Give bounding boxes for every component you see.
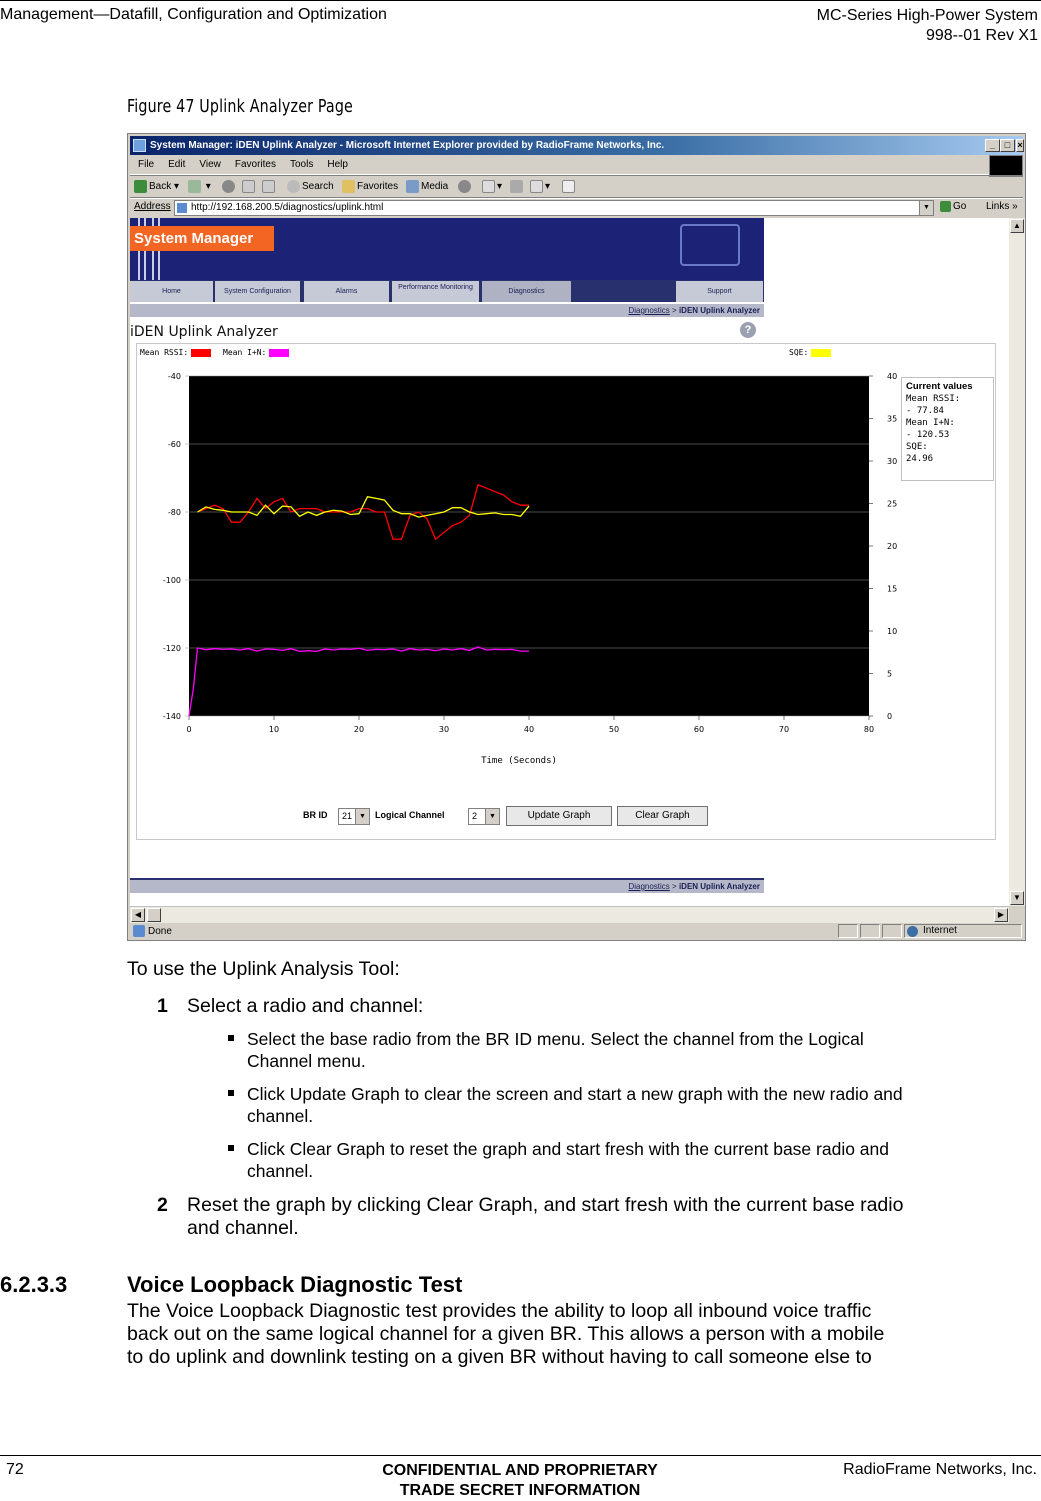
menu-view[interactable]: View xyxy=(199,159,221,170)
legend-rssi-swatch xyxy=(191,349,211,357)
page-number: 72 xyxy=(6,1461,24,1478)
y-right-tick-label: 25 xyxy=(887,499,897,509)
header-left: Management—Datafill, Configuration and Optimization xyxy=(0,6,387,23)
window-title: System Manager: iDEN Uplink Analyzer - Microsoft Internet Explorer provided by RadioFrame Networks, Inc. xyxy=(150,140,665,151)
figure-caption: Figure 47 Uplink Analyzer Page xyxy=(127,96,354,117)
page-icon xyxy=(177,203,187,213)
favorites-star-icon xyxy=(342,180,355,193)
vertical-scrollbar[interactable] xyxy=(1009,218,1025,906)
x-tick-label: 20 xyxy=(353,725,365,734)
page-title: iDEN Uplink Analyzer xyxy=(130,324,278,340)
x-tick-label: 80 xyxy=(863,725,875,734)
bullet-3-line-2: channel. xyxy=(247,1161,314,1181)
bullet-3-line-1: Click Clear Graph to reset the graph and start fresh with the current base radio and xyxy=(247,1139,889,1159)
scroll-right-icon[interactable]: ▶ xyxy=(994,908,1008,922)
logical-channel-label: Logical Channel xyxy=(375,810,445,820)
step-1-text: Select a radio and channel: xyxy=(187,995,424,1017)
favorites-button[interactable] xyxy=(342,179,398,195)
step-2-line-1: Reset the graph by clicking Clear Graph, and start fresh with the current base radio xyxy=(187,1194,904,1216)
mail-button[interactable]: ▾ xyxy=(482,179,502,195)
bullet-1 xyxy=(247,1028,864,1072)
br-id-value: 21 xyxy=(342,811,353,821)
refresh-icon xyxy=(242,180,255,193)
bullet-icon xyxy=(228,1035,234,1041)
window-titlebar xyxy=(130,136,1023,155)
legend-sqe-label: SQE: xyxy=(789,348,809,357)
bullet-2 xyxy=(247,1083,903,1127)
legend-in-label: Mean I+N: xyxy=(223,348,267,357)
bullet-2-line-2: channel. xyxy=(247,1106,314,1126)
paragraph-line-3: to do uplink and downlink testing on a given BR without having to call someone else to xyxy=(127,1346,872,1368)
br-id-label: BR ID xyxy=(303,810,328,820)
x-axis-label: Time (Seconds) xyxy=(481,756,557,766)
bullet-icon xyxy=(228,1145,234,1151)
printer-icon xyxy=(510,180,523,193)
bullet-2-line-1: Click Update Graph to clear the screen and start a new graph with the new radio and xyxy=(247,1084,903,1104)
nav-alarms[interactable]: Alarms xyxy=(304,281,390,302)
chevron-down-icon: ▼ xyxy=(355,809,369,824)
zone-label: Internet xyxy=(923,925,957,936)
menu-tools[interactable]: Tools xyxy=(289,159,314,170)
horizontal-scrollbar[interactable] xyxy=(130,906,1009,923)
address-input[interactable] xyxy=(174,200,934,216)
page-content xyxy=(130,218,1009,906)
legend-in-swatch xyxy=(269,349,289,357)
banner-logo-icon xyxy=(680,224,740,266)
stop-button[interactable] xyxy=(222,179,237,195)
footer-company: RadioFrame Networks, Inc. xyxy=(843,1461,1037,1478)
globe-icon xyxy=(907,926,918,937)
app-navbar xyxy=(130,280,764,302)
bullet-1-line-1: Select the base radio from the BR ID menu. Select the channel from the Logical xyxy=(247,1029,864,1049)
windows-logo-icon xyxy=(989,155,1023,177)
links-button[interactable]: Links » xyxy=(986,201,1018,212)
media-button[interactable] xyxy=(406,179,448,195)
toolbar xyxy=(130,175,1023,199)
edit-button[interactable]: ▾ xyxy=(530,179,550,195)
menu-edit[interactable]: Edit xyxy=(168,159,186,170)
media-icon xyxy=(406,180,419,193)
search-label: Search xyxy=(302,181,334,192)
step-1-number: 1 xyxy=(157,995,168,1017)
y-right-tick-label: 35 xyxy=(887,414,897,424)
bullet-icon xyxy=(228,1090,234,1096)
nav-support[interactable]: Support xyxy=(676,281,764,302)
back-button[interactable]: Back ▾ xyxy=(134,179,179,195)
paragraph-line-1: The Voice Loopback Diagnostic test provides the ability to loop all inbound voice traffic xyxy=(127,1300,872,1322)
nav-performance-monitoring[interactable]: Performance Monitoring xyxy=(392,281,480,302)
current-rssi-label: Mean RSSI: xyxy=(906,394,961,404)
refresh-button[interactable] xyxy=(242,179,257,195)
y-right-tick-label: 20 xyxy=(887,542,897,551)
scroll-thumb[interactable] xyxy=(147,908,161,922)
stop-icon xyxy=(222,180,235,193)
mail-icon xyxy=(482,180,495,193)
discuss-icon xyxy=(562,180,575,193)
step-2-line-2: and channel. xyxy=(187,1217,299,1239)
status-text: Done xyxy=(148,926,172,937)
history-button[interactable] xyxy=(458,179,473,195)
section-paragraph xyxy=(127,1300,884,1369)
legend-rssi xyxy=(140,348,211,357)
menu-file[interactable]: File xyxy=(138,159,155,170)
br-id-select[interactable] xyxy=(338,808,370,825)
footer-center-line-2: TRADE SECRET INFORMATION xyxy=(399,1482,641,1499)
step-2-text xyxy=(187,1194,903,1240)
go-arrow-icon xyxy=(940,201,951,212)
header-right xyxy=(817,6,1038,46)
x-tick-label: 60 xyxy=(693,725,705,734)
status-bar xyxy=(130,923,1023,940)
address-value: http://192.168.200.5/diagnostics/uplink.html xyxy=(191,202,384,213)
y-left-tick-label: -100 xyxy=(162,576,181,585)
plot-area xyxy=(189,376,869,716)
breadcrumb-separator: > xyxy=(669,306,679,315)
app-banner xyxy=(130,218,764,280)
section-number: 6.2.3.3 xyxy=(0,1272,68,1297)
y-right-tick-label: 30 xyxy=(887,457,897,466)
zone-panel xyxy=(904,924,1022,938)
footer-rule xyxy=(0,1455,1041,1456)
status-panel xyxy=(860,924,880,938)
bullet-3 xyxy=(247,1138,889,1182)
go-button[interactable] xyxy=(940,201,966,212)
favorites-label: Favorites xyxy=(357,181,399,192)
discuss-button[interactable] xyxy=(562,179,577,195)
nav-home[interactable]: Home xyxy=(130,281,214,302)
address-dropdown-icon[interactable]: ▼ xyxy=(919,201,933,215)
edit-icon xyxy=(530,180,543,193)
back-label: Back xyxy=(149,181,172,192)
current-values-box xyxy=(901,377,994,481)
current-sqe-value: 24.96 xyxy=(906,454,934,464)
y-right-tick-label: 5 xyxy=(887,669,893,679)
footer-center-line-1: CONFIDENTIAL AND PROPRIETARY xyxy=(382,1462,658,1479)
scroll-left-icon[interactable]: ◀ xyxy=(131,908,145,922)
y-left-tick-label: -80 xyxy=(167,508,181,517)
status-panel xyxy=(882,924,902,938)
header-rule xyxy=(0,0,1041,1)
x-tick-label: 30 xyxy=(438,725,450,734)
step-2-number: 2 xyxy=(157,1194,168,1216)
home-button[interactable] xyxy=(262,179,277,195)
x-tick-label: 50 xyxy=(608,725,620,734)
chevron-down-icon: ▼ xyxy=(485,809,499,824)
done-page-icon xyxy=(133,925,145,937)
browser-window xyxy=(127,133,1026,941)
logical-channel-select[interactable] xyxy=(468,808,500,825)
forward-button[interactable]: ▾ xyxy=(188,179,211,195)
x-tick-label: 70 xyxy=(778,725,790,734)
current-in-value: - 120.53 xyxy=(906,430,950,440)
status-panel xyxy=(838,924,858,938)
y-right-tick-label: 10 xyxy=(887,627,897,636)
minimize-button[interactable]: _ xyxy=(985,139,1000,152)
y-left-tick-label: -120 xyxy=(162,644,181,653)
print-button[interactable] xyxy=(510,179,525,195)
menu-favorites[interactable]: Favorites xyxy=(234,159,276,170)
uplink-chart xyxy=(137,364,897,774)
y-right-tick-label: 40 xyxy=(887,372,897,381)
update-graph-button[interactable]: Update Graph xyxy=(506,806,612,826)
current-sqe-label: SQE: xyxy=(906,442,928,452)
bottom-breadcrumb-bar xyxy=(130,878,764,893)
history-icon xyxy=(458,180,471,193)
x-tick-label: 40 xyxy=(523,725,535,734)
legend-in xyxy=(223,348,289,357)
bottom-breadcrumb-current: iDEN Uplink Analyzer xyxy=(678,882,760,891)
address-bar xyxy=(130,197,1023,218)
maximize-button[interactable]: □ xyxy=(1000,139,1015,152)
footer-confidential xyxy=(300,1461,740,1501)
breadcrumb xyxy=(130,304,764,317)
header-right-line2: 998--01 Rev X1 xyxy=(925,27,1038,44)
back-arrow-icon xyxy=(134,180,147,193)
clear-graph-button[interactable]: Clear Graph xyxy=(617,806,708,826)
menu-bar xyxy=(130,156,1023,175)
logical-channel-value: 2 xyxy=(472,811,478,821)
nav-system-configuration[interactable]: System Configuration xyxy=(215,281,301,302)
bullet-1-line-2: Channel menu. xyxy=(247,1051,366,1071)
bottom-breadcrumb xyxy=(130,880,764,893)
ie-window-icon xyxy=(133,139,146,152)
media-label: Media xyxy=(421,181,449,192)
breadcrumb-current: iDEN Uplink Analyzer xyxy=(678,306,760,315)
search-icon xyxy=(287,180,300,193)
forward-arrow-icon xyxy=(188,180,201,193)
close-button[interactable]: × xyxy=(1017,140,1023,150)
y-left-tick-label: -40 xyxy=(167,372,181,381)
x-tick-label: 10 xyxy=(268,725,280,734)
app-brand: System Manager xyxy=(130,226,274,251)
header-right-line1: MC-Series High-Power System xyxy=(816,7,1038,24)
current-rssi-value: - 77.84 xyxy=(906,406,944,416)
legend-rssi-label: Mean RSSI: xyxy=(140,348,189,357)
current-in-label: Mean I+N: xyxy=(906,418,955,428)
y-right-tick-label: 15 xyxy=(887,584,897,594)
scroll-down-icon[interactable]: ▼ xyxy=(1010,891,1024,905)
links-label: Links xyxy=(986,201,1010,212)
intro-text: To use the Uplink Analysis Tool: xyxy=(127,958,400,980)
x-tick-label: 0 xyxy=(186,725,192,734)
menu-help[interactable]: Help xyxy=(327,159,348,170)
address-label: Address xyxy=(134,201,171,212)
y-left-tick-label: -140 xyxy=(162,712,181,721)
legend-sqe xyxy=(789,348,831,357)
analyzer-panel xyxy=(136,343,996,840)
home-icon xyxy=(262,180,275,193)
y-right-tick-label: 0 xyxy=(887,712,893,721)
nav-diagnostics[interactable]: Diagnostics xyxy=(482,281,572,302)
breadcrumb-diagnostics[interactable]: Diagnostics xyxy=(628,306,670,315)
y-left-tick-label: -60 xyxy=(167,440,181,449)
bottom-breadcrumb-diagnostics[interactable]: Diagnostics xyxy=(628,882,670,891)
bottom-breadcrumb-separator: > xyxy=(669,882,679,891)
section-title: Voice Loopback Diagnostic Test xyxy=(127,1272,463,1297)
current-values-heading: Current values xyxy=(906,381,973,392)
help-icon[interactable]: ? xyxy=(740,322,756,338)
legend-sqe-swatch xyxy=(811,349,831,357)
paragraph-line-2: back out on the same logical channel for a given BR. This allows a person with a mobile xyxy=(127,1323,885,1345)
scroll-up-icon[interactable]: ▲ xyxy=(1010,219,1024,233)
search-button[interactable] xyxy=(287,179,334,195)
go-label: Go xyxy=(953,201,967,213)
